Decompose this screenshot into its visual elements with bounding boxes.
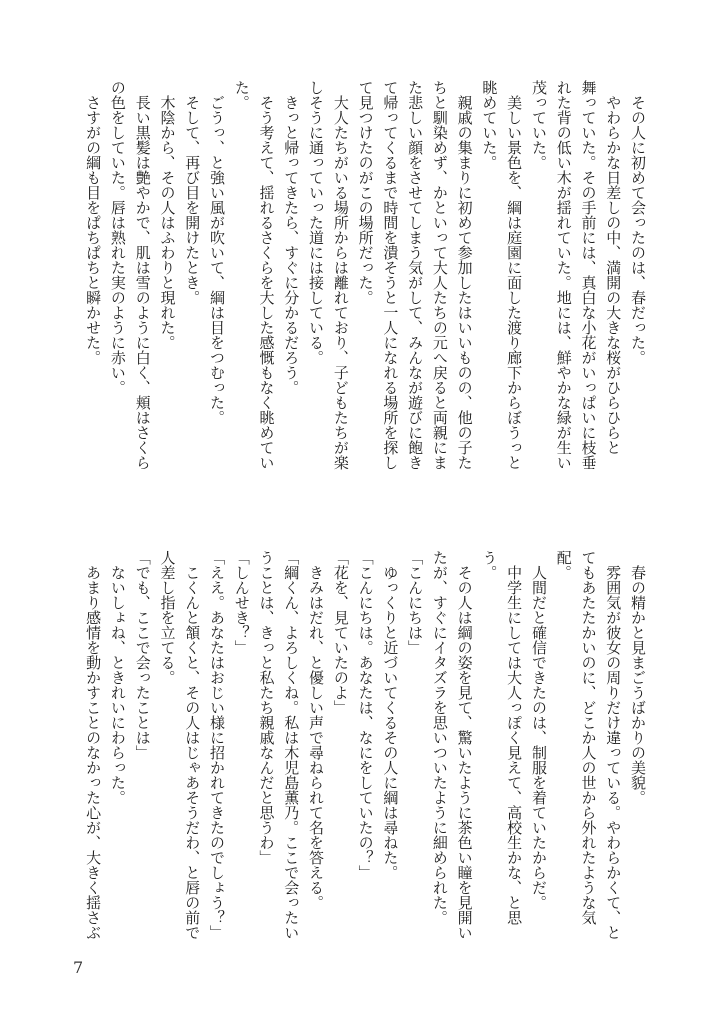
text-column: こくんと頷くと、その人はじゃあそうだわ、と唇の前で — [183, 550, 202, 940]
text-column: その人は綱の姿を見て、驚いたように茶色い瞳を見開い — [455, 550, 474, 940]
dialogue-column: 「花を、見ていたのよ」 — [331, 550, 350, 715]
text-column: う。 — [480, 550, 499, 580]
dialogue-column: 「こんにちは」 — [406, 550, 425, 655]
text-column: そう考えて、揺れるさくらを大した感慨もなく眺めてい — [257, 80, 276, 470]
text-column: たが、すぐにイタズラを思いついたように細められた。 — [430, 550, 449, 925]
text-column: 舞っていた。その手前には、真白な小花がいっぱいに枝垂 — [579, 80, 598, 470]
text-column: の色をしていた。唇は熟れた実のように赤い。 — [108, 80, 127, 395]
text-column: た悲しい顔をさせてしまう気がして、みんなが遊びに飽き — [406, 80, 425, 470]
text-column: ゆっくりと近づいてくるその人に綱は尋ねた。 — [381, 550, 400, 880]
lower-text-block — [80, 550, 650, 942]
text-column: きみはだれ、と優しい声で尋ねられて名を答える。 — [307, 550, 326, 910]
text-column: そして、再び目を開けたとき。 — [183, 80, 202, 305]
dialogue-column: 「でも、ここで会ったことは」 — [133, 550, 152, 760]
text-column: ちと馴染めず、かといって大人たちの元へ戻ると両親にま — [430, 80, 449, 470]
text-column: しそうに通っていった道には接している。 — [307, 80, 326, 365]
text-column: 配。 — [554, 550, 573, 580]
dialogue-column: 「こんにちは。あなたは、なにをしていたの？」 — [356, 550, 375, 880]
text-column: 親戚の集まりに初めて参加したはいいものの、他の子た — [455, 80, 474, 470]
text-column: ごうっ、と強い風が吹いて、綱は目をつむった。 — [207, 80, 226, 425]
text-column: やわらかな日差しの中、満開の大きな桜がひらひらと — [604, 80, 623, 455]
dialogue-column: 「しんせき？」 — [232, 550, 251, 655]
text-column: てもあたたかいのに、どこか人の世から外れたような気 — [579, 550, 598, 925]
text-column: 眺めていた。 — [480, 80, 499, 170]
dialogue-column: 「ええ。あなたはおじい様に招かれてきたのでしょう？」 — [207, 550, 226, 940]
text-column: 美しい景色を、綱は庭園に面した渡り廊下からぼうっと — [505, 80, 524, 470]
dialogue-column: 「綱くん、よろしくね。私は木児島薫乃。ここで会ったい — [282, 550, 301, 940]
text-column: 茂っていた。 — [529, 80, 548, 170]
text-column: 人間だと確信できたのは、制服を着ていたからだ。 — [529, 550, 548, 910]
text-column: れた背の低い木が揺れていた。地には、鮮やかな緑が生い — [554, 80, 573, 470]
text-column: て見つけたのがこの場所だった。 — [356, 80, 375, 305]
text-column: その人に初めて会ったのは、春だった。 — [629, 80, 647, 365]
text-column: 木陰から、その人はふわりと現れた。 — [158, 80, 177, 350]
text-column: あまり感情を動かすことのなかった心が、大きく揺さぶ — [84, 550, 103, 940]
text-column: 長い黒髪は艶やかで、肌は雪のように白く、頬はさくら — [133, 80, 152, 470]
text-column: 大人たちがいる場所からは離れており、子どもたちが楽 — [331, 80, 350, 470]
text-column: 中学生にしては大人っぽく見えて、高校生かな、と思 — [505, 550, 524, 925]
text-column: 雰囲気が彼女の周りだけ違っている。やわらかくて、と — [604, 550, 623, 940]
upper-text-block — [80, 80, 650, 472]
text-column: きっと帰ってきたら、すぐに分かるだろう。 — [282, 80, 301, 395]
text-column: さすがの綱も目をぱちぱちと瞬かせた。 — [84, 80, 103, 365]
dialogue-column: うことは、きっと私たち親戚なんだと思うわ」 — [257, 550, 276, 865]
text-column: 人差し指を立てる。 — [158, 550, 177, 685]
text-column: ないしょね、ときれいにわらった。 — [108, 550, 127, 805]
text-column: て帰ってくるまで時間を潰そうと一人になれる場所を探し — [381, 80, 400, 470]
text-column: た。 — [232, 80, 251, 110]
text-column: 春の精かと見まごうばかりの美貌。 — [629, 550, 647, 805]
page-number: 7 — [73, 958, 84, 977]
